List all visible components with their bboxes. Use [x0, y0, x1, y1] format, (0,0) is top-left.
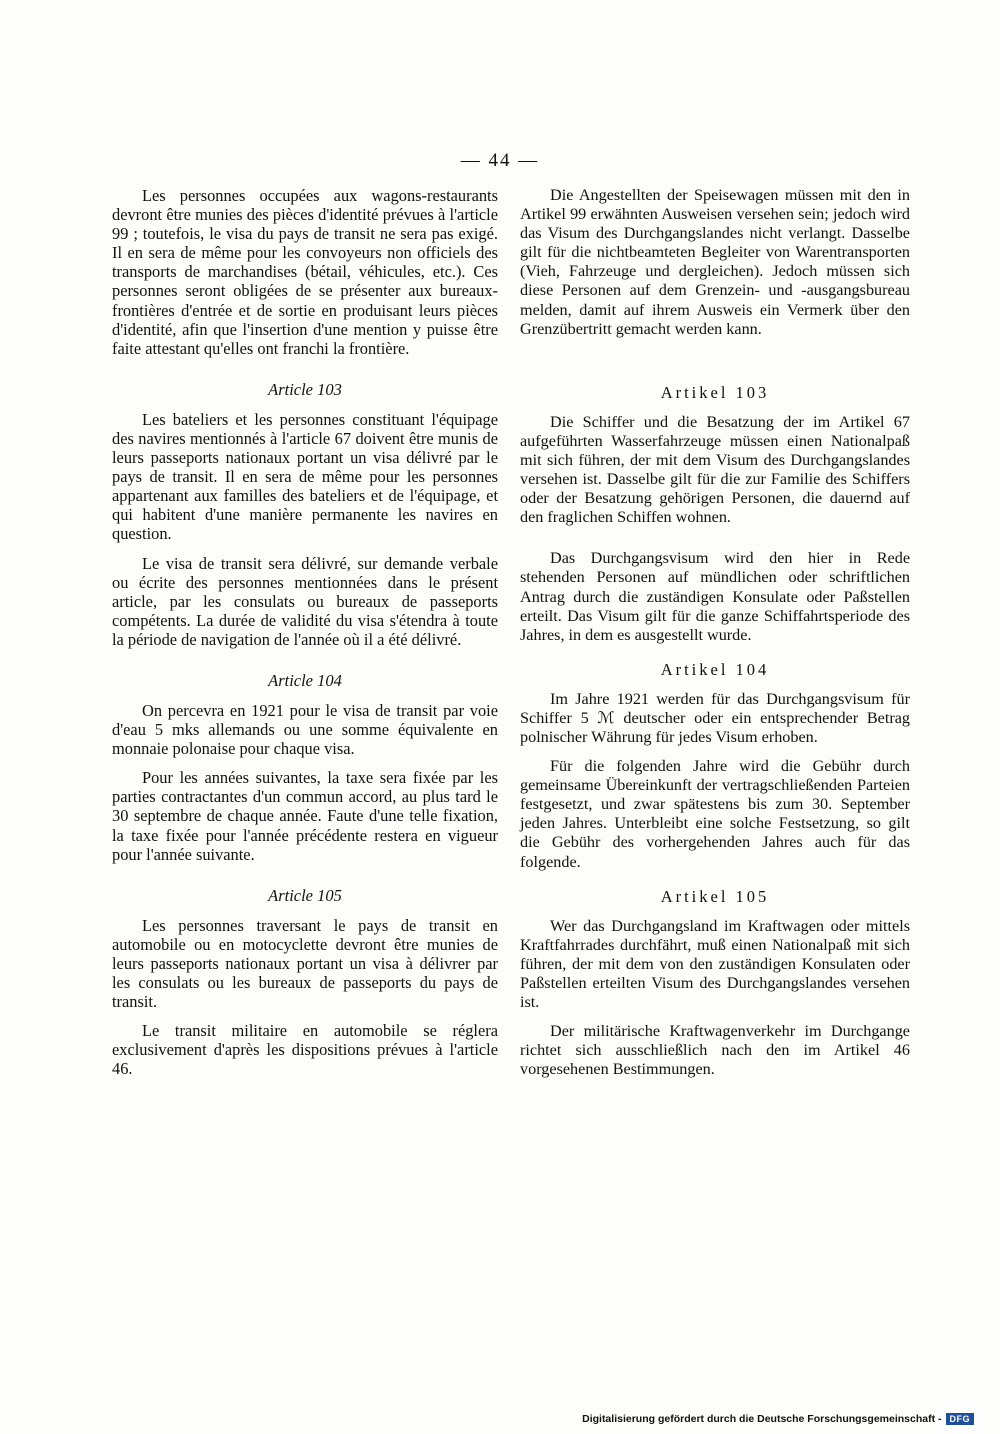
- de-article-103-paragraph-2: Das Durchgangsvisum wird den hier in Rede stehenden Personen auf mündlichen oder schriftlichen Antrag durch die zuständigen Konsulate oder Paßstellen erteilt. Das Visum gilt für die ganze Schiffahrtsperiode des Jahres, in dem es ausgestellt wurde.: [520, 549, 910, 644]
- digitization-credit-text: Digitalisierung gefördert durch die Deutsche Forschungsgemeinschaft -: [582, 1413, 942, 1425]
- fr-article-103-paragraph-1: Les bateliers et les personnes constituant l'équipage des navires mentionnés à l'article 67 doivent être munis de leurs passeports nationaux portant un visa délivré par le pays de transit. Il en sera de même pour les personnes appartenant aux familles des bateliers et de l'équipage, et qui habitent d'une manière permanente les navires en question.: [112, 409, 498, 544]
- de-article-104-heading: Artikel 104: [660, 659, 770, 679]
- fr-article-104-paragraph-1: On percevra en 1921 pour le visa de transit par voie d'eau 5 mks allemands ou une somme équivalente en monnaie polonaise pour chaque visa.: [112, 700, 498, 759]
- fr-article-105-paragraph-2: Le transit militaire en automobile se réglera exclusivement d'après les dispositions prévues à l'article 46.: [112, 1021, 498, 1079]
- de-article-103-paragraph-1: Die Schiffer und die Besatzung der im Artikel 67 aufgeführten Wasserfahrzeuge müssen einen Nationalpaß mit sich führen, der mit dem Visum des Durchgangslandes versehen ist. Dasselbe gilt für die zur Familie des Schiffers oder der Besatzung gehörigen Personen, die dauernd auf den fraglichen Schiffen wohnen.: [520, 412, 910, 527]
- dfg-logo: DFG: [946, 1413, 975, 1425]
- de-article-104-paragraph-1: Im Jahre 1921 werden für das Durchgangsvisum für Schiffer 5 ℳ deutscher oder ein entsprechender Betrag polnischer Währung für jedes Visum erhoben.: [520, 689, 910, 746]
- page-number: — 44 —: [460, 150, 540, 171]
- de-intro-paragraph: Die Angestellten der Speisewagen müssen mit den in Artikel 99 erwähnten Ausweisen versehen sein; jedoch wird das Visum des Durchgangslandes nicht verlangt. Dasselbe gilt für die nichtbeamteten Begleiter von Warentransporten (Vieh, Fahrzeuge und dergleichen). Jedoch müssen sich diese Personen auf dem Grenzein- und -ausgangsbureau melden, damit auf ihrem Ausweis ein Vermerk über den Grenzübertritt gemacht werden kann.: [520, 186, 910, 338]
- fr-article-103-heading: Article 103: [268, 379, 342, 399]
- german-column: [520, 186, 910, 1079]
- de-article-105-paragraph-2: Der militärische Kraftwagenverkehr im Durchgange richtet sich ausschließlich nach den im Artikel 46 vorgesehenen Bestimmungen.: [520, 1022, 910, 1079]
- de-article-103-heading: Artikel 103: [660, 382, 770, 402]
- digitization-credit: [582, 1413, 974, 1425]
- de-article-105-heading: Artikel 105: [660, 886, 770, 906]
- fr-article-104-heading: Article 104: [268, 670, 342, 690]
- fr-article-105-paragraph-1: Les personnes traversant le pays de transit en automobile ou en motocyclette devront être munies de leurs passeports nationaux portant un visa à délivrer par les consulats ou les bureaux de passeports du pays de transit.: [112, 915, 498, 1012]
- fr-article-105-heading: Article 105: [268, 885, 342, 905]
- de-article-105-paragraph-1: Wer das Durchgangsland im Kraftwagen oder mittels Kraftfahrrades durchfährt, muß einen Nationalpaß mit sich führen, der mit dem von den zuständigen Konsulaten oder Paßstellen erteilten Visum des Durchgangslandes versehen ist.: [520, 916, 910, 1011]
- french-column: [112, 186, 498, 1078]
- fr-article-104-paragraph-2: Pour les années suivantes, la taxe sera fixée par les parties contractantes d'un commun accord, au plus tard le 30 septembre de chaque année. Faute d'une telle fixation, la taxe fixée pour l'année précédente restera en vigueur pour l'année suivante.: [112, 768, 498, 864]
- fr-intro-paragraph: Les personnes occupées aux wagons-restaurants devront être munies des pièces d'identité prévues à l'article 99 ; toutefois, le visa du pays de transit ne sera pas exigé. Il en sera de même pour les convoyeurs non officiels des transports de marchandises (bétail, véhicules, etc.). Ces personnes seront obligées de se présenter aux bureaux-frontières d'entrée et de sortie en produisant leurs pièces d'identité, afin que l'insertion d'une mention y puisse être faite attestant qu'elles ont franchi la frontière.: [112, 186, 498, 358]
- de-article-104-paragraph-2: Für die folgenden Jahre wird die Gebühr durch gemeinsame Übereinkunft der vertragschließenden Parteien festgesetzt, und zwar spätestens bis zum 30. September jeden Jahres. Unterbleibt eine solche Festsetzung, so gilt die Gebühr des vorhergehenden Jahres auch für das folgende.: [520, 757, 910, 871]
- fr-article-103-paragraph-2: Le visa de transit sera délivré, sur demande verbale ou écrite des personnes mentionnées dans le présent article, par les consulats ou bureaux de passeports compétents. La durée de validité du visa s'étendra à toute la période de navigation de l'année où il a été délivré.: [112, 553, 498, 649]
